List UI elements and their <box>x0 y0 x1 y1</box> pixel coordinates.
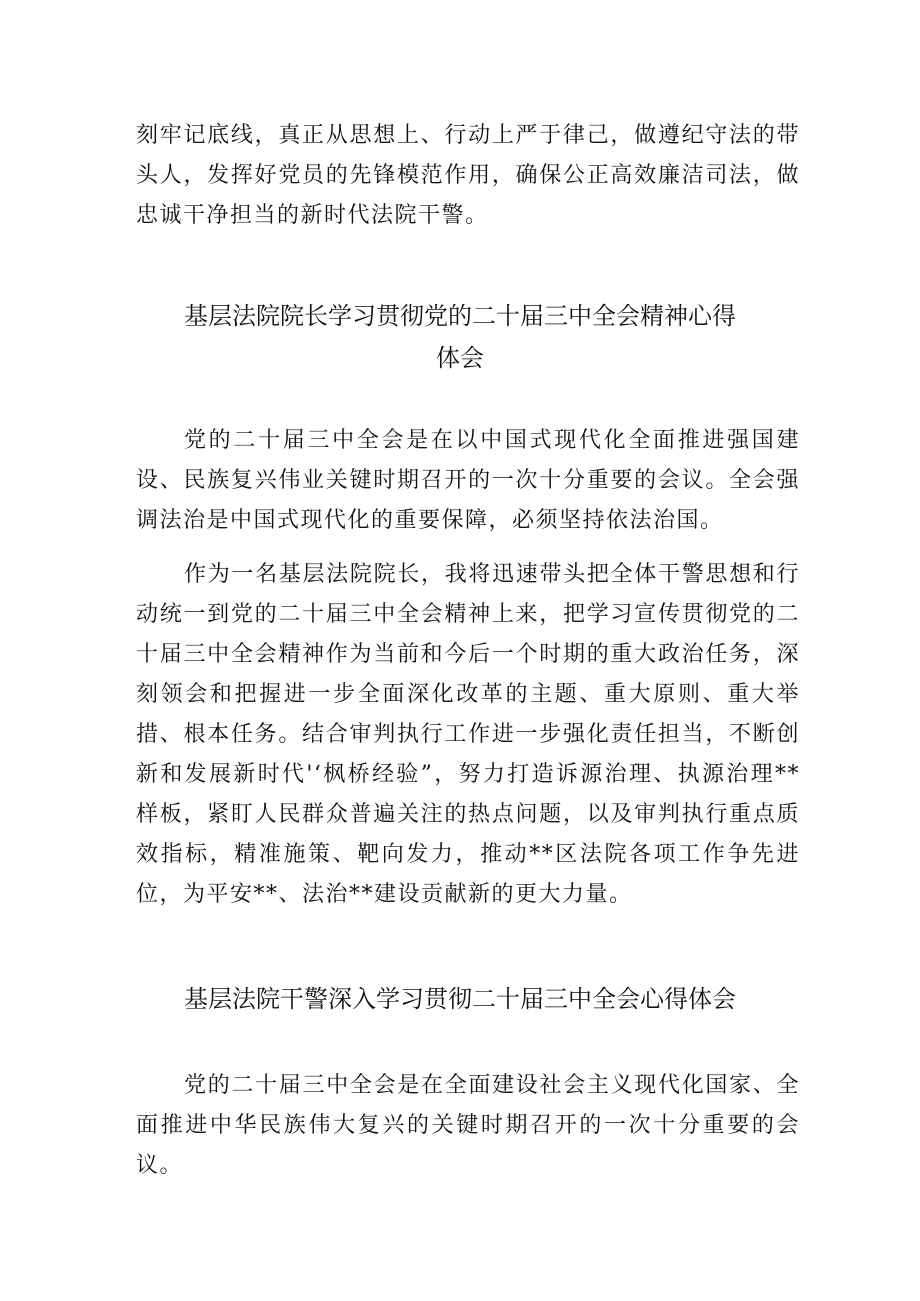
section2-title: 基层法院干警深入学习贯彻二十届三中全会心得体会 <box>184 985 736 1013</box>
section1-paragraph-2: 作为一名基层法院院长，我将迅速带头把全体干警思想和行动统一到党的二十届三中全会精神上来，把学习宣传贯彻党的二十届三中全会精神作为当前和今后一个时期的重大政治任务，深刻领会和把握进一步全面深化改革的主题、重大原则、重大举措、根本任务。结合审判执行工作进一步强化责任担当，不断创新和发展新时代'‘枫桥经验”，努力打造诉源治理、执源治理**样板，紧盯人民群众普遍关注的热点问题，以及审判执行重点质效指标，精准施策、靶向发力，推动**区法院各项工作争先进位，为平安**、法治**建设贡献新的更大力量。 <box>136 562 800 907</box>
section2-paragraph-1: 党的二十届三中全会是在全面建设社会主义现代化国家、全面推进中华民族伟大复兴的关键时期召开的一次十分重要的会议。 <box>136 1073 800 1178</box>
section1-paragraph-1: 党的二十届三中全会是在以中国式现代化全面推进强国建设、民族复兴伟业关键时期召开的一次十分重要的会议。全会强调法治是中国式现代化的重要保障，必须坚持依法治国。 <box>136 428 800 533</box>
section1-title-line2: 体会 <box>436 344 484 372</box>
continuation-paragraph: 刻牢记底线，真正从思想上、行动上严于律己，做遵纪守法的带头人，发挥好党员的先锋模范作用，确保公正高效廉洁司法，做忠诚干净担当的新时代法院干警。 <box>136 123 800 228</box>
section1-title-line1: 基层法院院长学习贯彻党的二十届三中全会精神心得 <box>184 302 736 330</box>
